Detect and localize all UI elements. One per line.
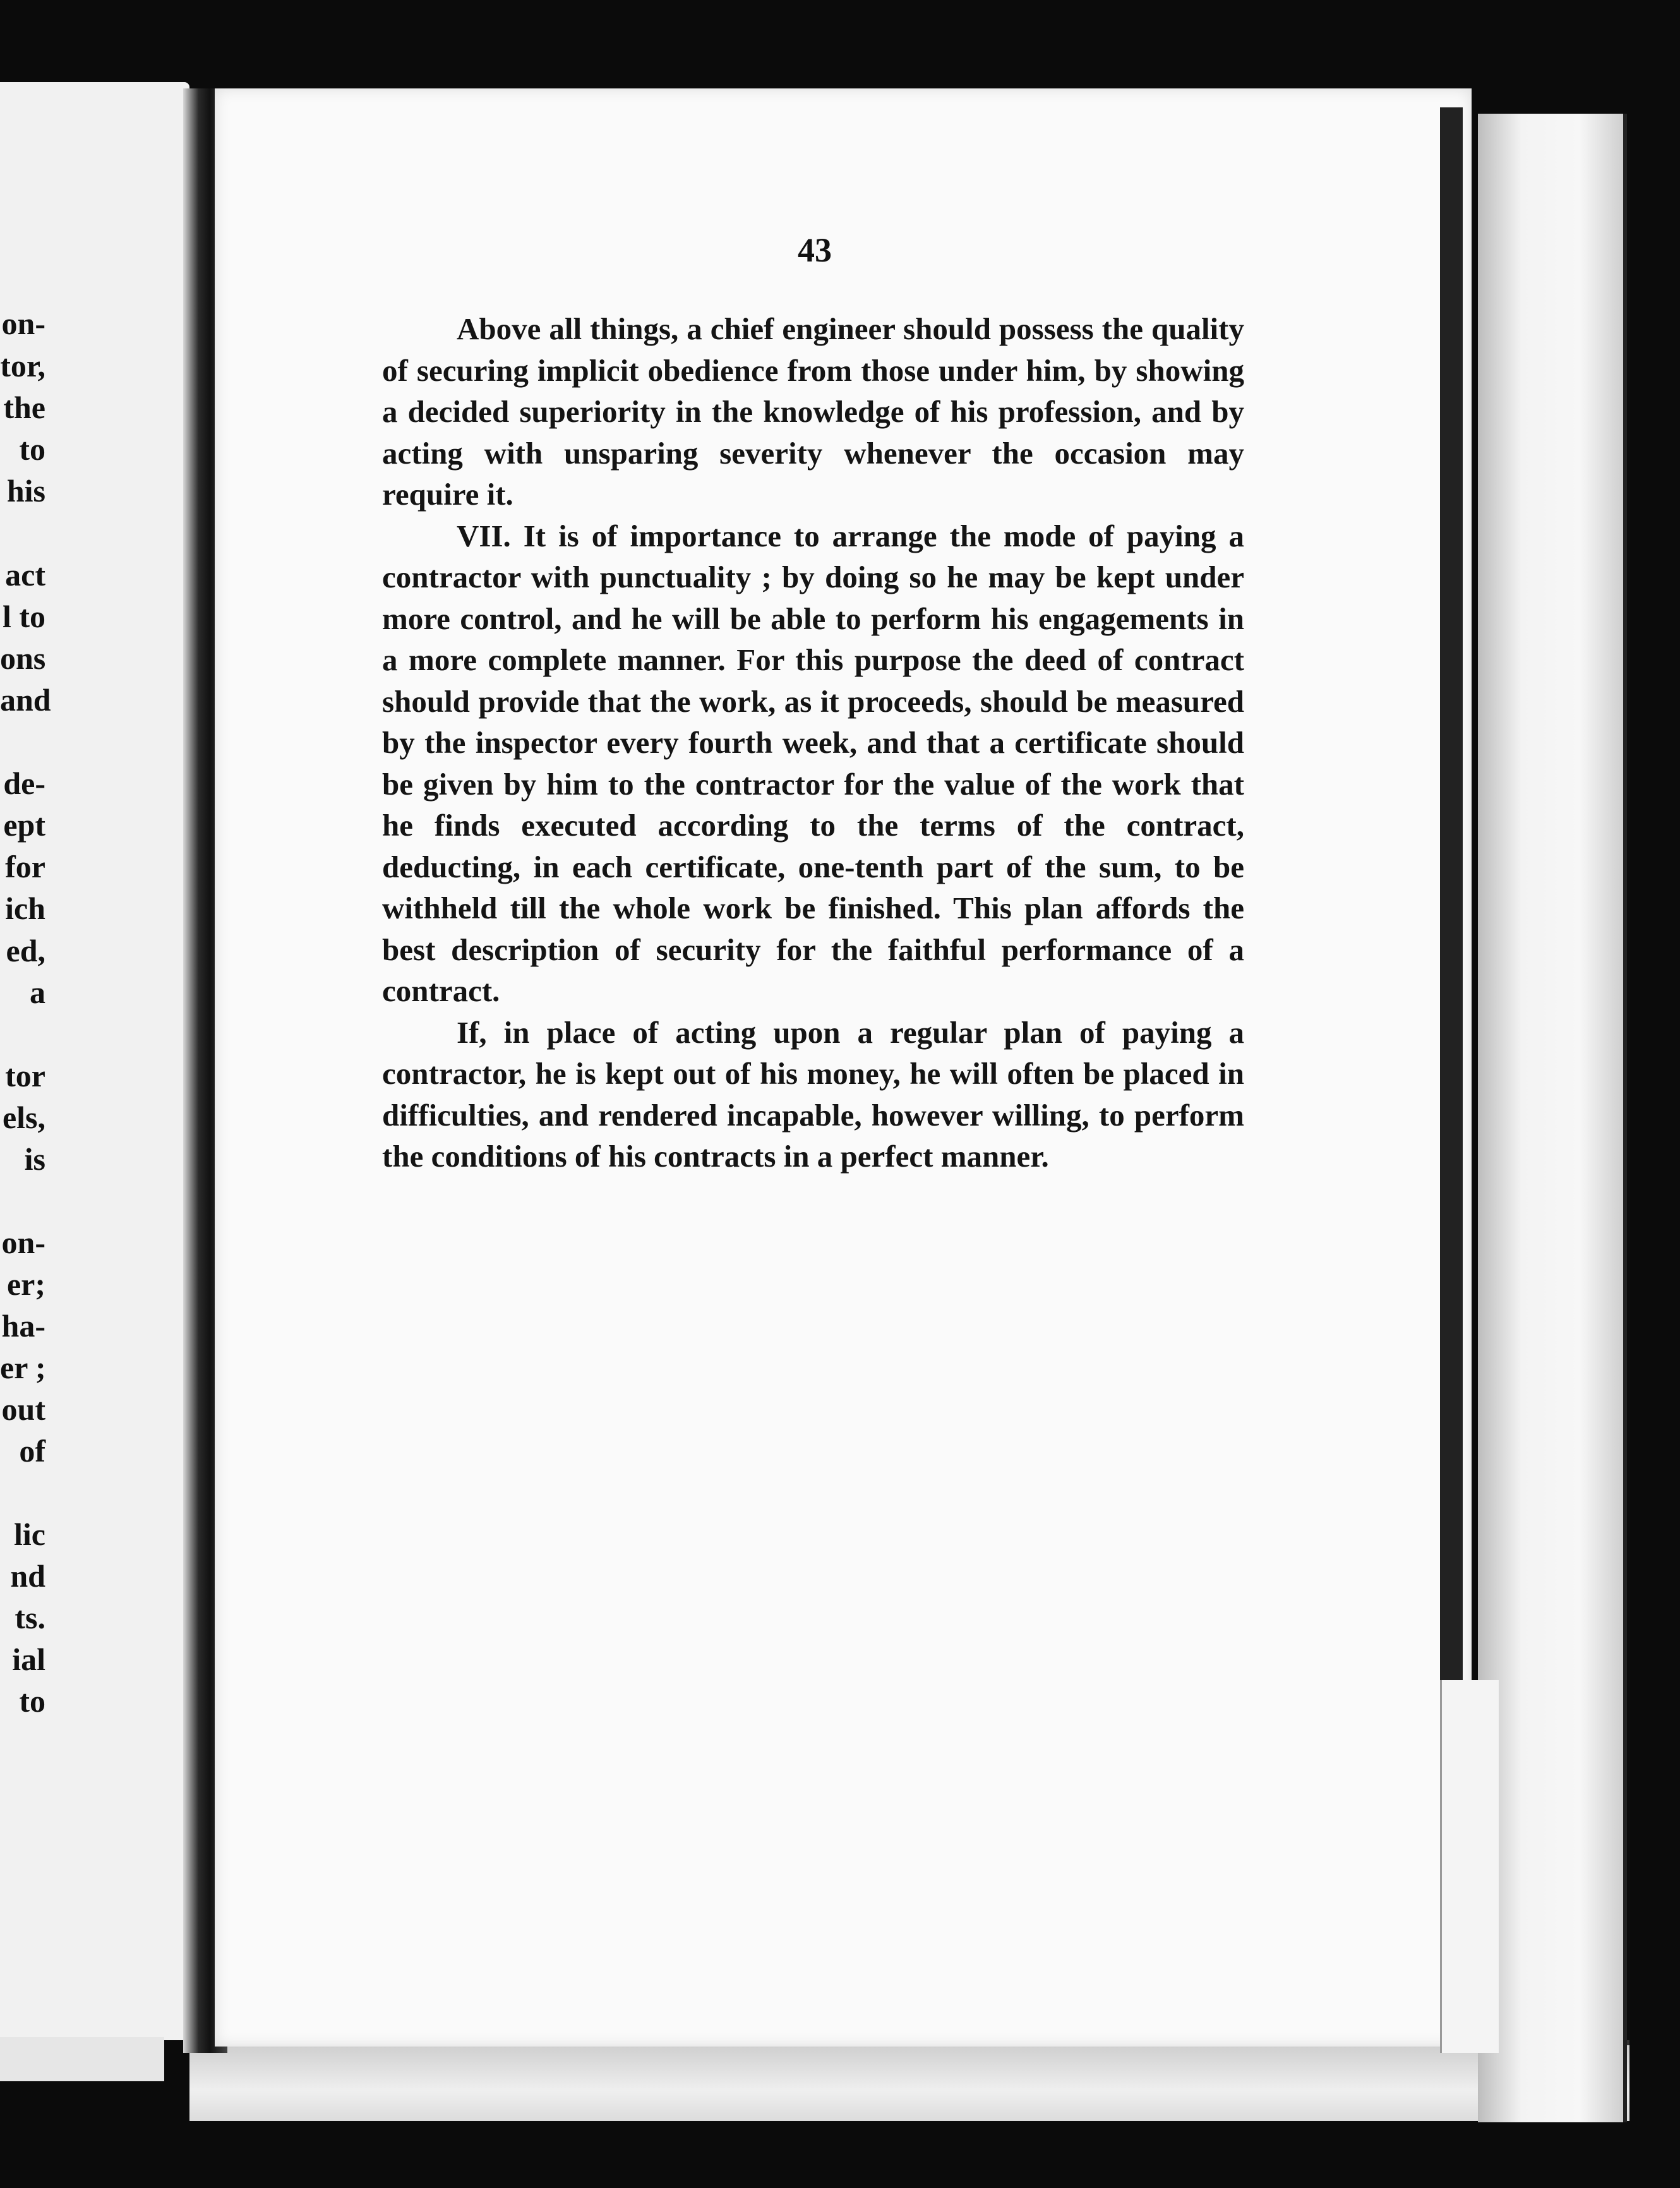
- left-page-line-fragment: tor: [5, 1058, 45, 1093]
- left-page-line-fragment: tor,: [0, 348, 45, 383]
- left-page-line-fragment: for: [5, 849, 45, 884]
- left-page-line-fragment: out: [1, 1392, 45, 1427]
- left-page-edge: [0, 2037, 164, 2081]
- left-page-line-fragment: his: [6, 473, 45, 508]
- paragraph-text: Above all things, a chief engineer should possess the quality of securing implicit obedience from those under him, by showing a decided superiority in the knowledge of his profession, and by acting with unsparing severity whenever the occasion may require it.: [382, 311, 1244, 512]
- left-page-line-fragment: ha-: [1, 1308, 45, 1343]
- left-page-line-fragment: to: [19, 1683, 45, 1719]
- book-bottom-edge: [189, 2040, 1629, 2121]
- left-page-line-fragment: ts.: [15, 1600, 45, 1635]
- left-page-line-fragment: nd: [10, 1558, 45, 1594]
- left-page-line-fragment: ich: [5, 891, 45, 926]
- page-corner-fold: [1440, 1680, 1499, 2053]
- left-page-line-fragment: ed,: [6, 933, 45, 968]
- book-fore-edge: [1478, 114, 1627, 2122]
- page-shadow-edge: [1440, 107, 1463, 1686]
- left-page-line-fragment: de-: [3, 766, 45, 801]
- left-page-line-fragment: on-: [1, 306, 45, 341]
- left-page-line-fragment: ons: [0, 640, 46, 676]
- left-page-line-fragment: the: [3, 390, 45, 425]
- paragraph-text: If, in place of acting upon a regular plan of paying a contractor, he is kept out of his money, he will often be placed in difficulties, and rendered incapable, however willing, to perform the conditions of his contracts in a perfect manner.: [382, 1014, 1244, 1174]
- left-page-line-fragment: act: [5, 557, 45, 592]
- page-number: 43: [798, 231, 832, 269]
- paragraph: [382, 1012, 1244, 1177]
- left-page-line-fragment: and: [0, 682, 51, 718]
- left-page-line-fragment: els,: [2, 1100, 45, 1135]
- paragraph: [382, 308, 1244, 515]
- paragraph-text: It is of importance to arrange the mode of paying a contractor with punctuality ; by doing so he may be kept under more control, and he will be able to perform his engagements in a more complete manner. For this purpose the deed of contract should provide that the work, as it proceeds, should be measured by the inspector every fourth week, and that a certificate should be given by him to the contractor for the value of the work that he finds executed according to the terms of the contract, deducting, in each certificate, one-tenth part of the sum, to be withheld till the whole work be finished. This plan affords the best description of security for the faithful performance of a contract.: [382, 518, 1244, 1008]
- section-number: VII.: [457, 518, 511, 553]
- left-page-line-fragment: l to: [2, 599, 45, 634]
- page-body: [382, 308, 1244, 1177]
- paragraph: [382, 515, 1244, 1012]
- left-page-line-fragment: on-: [1, 1225, 45, 1260]
- left-page-line-fragment: is: [24, 1141, 45, 1177]
- left-page-line-fragment: er;: [6, 1266, 45, 1302]
- left-page-line-fragment: a: [30, 975, 45, 1010]
- left-page-line-fragment: ial: [12, 1642, 45, 1677]
- left-page-line-fragment: to: [19, 431, 45, 467]
- left-page-line-fragment: ept: [3, 807, 45, 843]
- left-page-line-fragment: lic: [14, 1517, 45, 1552]
- left-page-line-fragment: er ;: [0, 1350, 46, 1385]
- left-page-line-fragment: of: [19, 1433, 45, 1469]
